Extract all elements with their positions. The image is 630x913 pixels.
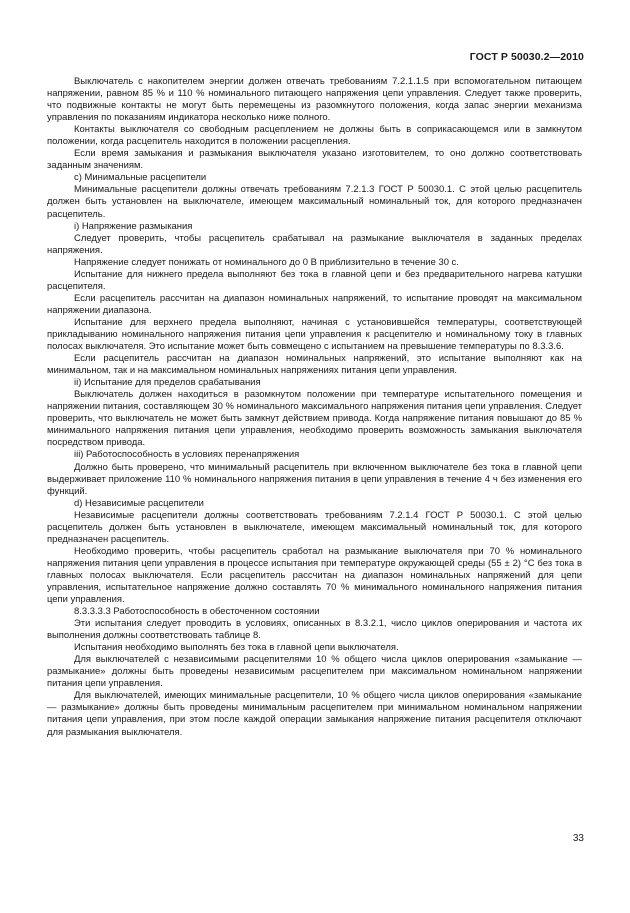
paragraph: Минимальные расцепители должны отвечать требованиям 7.2.1.3 ГОСТ Р 50030.1. С этой целью расцепитель должен быть установлен на выключателе, имеющем максимальный номинальный ток, для которого предназначен расцепитель. xyxy=(47,184,582,220)
paragraph: Если расцепитель рассчитан на диапазон номинальных напряжений, это испытание выполняют как на минимальном, так и на максимальном номинальных напряжениях питания цепи управления. xyxy=(47,353,582,377)
paragraph: Если время замыкания и размыкания выключателя указано изготовителем, то оно должно соответствовать заданным значениям. xyxy=(47,148,582,172)
paragraph: Должно быть проверено, что минимальный расцепитель при включенном выключателе без тока в главной цепи выдерживает приложение 110 % номинального напряжения питания в цепи управления в течение 4 ч без изменения его функций. xyxy=(47,461,582,497)
paragraph: Контакты выключателя со свободным расцеплением не должны быть в соприкасающемся или в замкнутом положении, когда расцепитель находится в положении расцепления. xyxy=(47,124,582,148)
paragraph: Испытание для нижнего предела выполняют без тока в главной цепи и без предварительного нагрева катушки расцепителя. xyxy=(47,268,582,292)
paragraph: Для выключателей с независимыми расцепителями 10 % общего числа циклов оперирования «замыкание — размыкание» должны быть проведены независимым расцепителем при максимальном номинальном напряжении питания цепи управления. xyxy=(47,654,582,690)
clause-heading: 8.3.3.3.3 Работоспособность в обесточенном состоянии xyxy=(74,606,320,618)
paragraph: Выключатель должен находиться в разомкнутом положении при температуре испытательного помещения и напряжении питания, составляющем 30 % номинального максимального напряжения питания цепи управления. Следует проверить, что выключатель не может быть замкнут действием привода. Когда напряжение питания повышают до 85 % минимального напряжения питания цепи управления, необходимо проверить возможность замыкания выключателя посредством привода. xyxy=(47,389,582,449)
subsection-heading: ii) Испытание для пределов срабатывания xyxy=(74,377,261,389)
subsection-heading: iii) Работоспособность в условиях перенапряжения xyxy=(74,449,300,461)
paragraph: Испытания необходимо выполнять без тока в главной цепи выключателя. xyxy=(74,642,399,654)
paragraph: Необходимо проверить, чтобы расцепитель сработал на размыкание выключателя при 70 % номинального напряжения питания цепи управления в процессе испытания при температуре окружающей среды (55 ± 2) °С без тока в главных полосах выключателя. Если расцепитель рассчитан на диапазон номинальных напряжений для цепи управления, испытательное напряжение должно составлять 70 % минимального номинального напряжения питания цепи управления. xyxy=(47,545,582,606)
paragraph: Следует проверить, чтобы расцепитель срабатывал на размыкание выключателя в заданных пределах напряжения. xyxy=(47,232,582,256)
paragraph: Напряжение следует понижать от номинального до 0 В приблизительно в течение 30 с. xyxy=(74,256,459,268)
section-heading: d) Независимые расцепители xyxy=(74,497,204,509)
paragraph: Испытание для верхнего предела выполняют, начиная с установившейся температуры, соответствующей прикладыванию номинального напряжения питания цепи управления к расцепителю и номинальному току в главных полосах выключателя. Это испытание может быть совмещено с испытанием на превышение температуры по 8.3.3.6. xyxy=(47,316,582,353)
page-number: 33 xyxy=(572,833,584,844)
paragraph: Независимые расцепители должны соответствовать требованиям 7.2.1.4 ГОСТ Р 50030.1. С этой целью расцепитель должен быть установлен в выключателе, имеющем максимальный номинальный ток, для которого предназначен расцепитель. xyxy=(47,509,582,545)
paragraph: Эти испытания следует проводить в условиях, описанных в 8.3.2.1, число циклов оперирования и частота их выполнения должны соответствовать таблице 8. xyxy=(47,618,582,642)
subsection-heading: i) Напряжение размыкания xyxy=(74,220,193,232)
document-body xyxy=(47,76,582,739)
paragraph: Для выключателей, имеющих минимальные расцепители, 10 % общего числа циклов оперирования «замыкание — размыкание» должны быть проведены минимальным расцепителем при минимальном номинальном напряжении питания цепи управления, при этом после каждой операции замыкания напряжение питания расцепителя отключают для размыкания выключателя. xyxy=(47,690,582,738)
document-header: ГОСТ Р 50030.2—2010 xyxy=(469,51,584,63)
paragraph: Выключатель с накопителем энергии должен отвечать требованиям 7.2.1.1.5 при вспомогательном питающем напряжении, равном 85 % и 110 % номинального питающего напряжения цепи управления. Следует также проверить, что подвижные контакты не могут быть перемещены из разомкнутого положения, когда запас энергии механизма управления по показаниям индикатора несколько ниже полного. xyxy=(47,76,582,124)
section-heading: c) Минимальные расцепители xyxy=(74,172,207,184)
paragraph: Если расцепитель рассчитан на диапазон номинальных напряжений, то испытание проводят на максимальном напряжении диапазона. xyxy=(47,292,582,316)
